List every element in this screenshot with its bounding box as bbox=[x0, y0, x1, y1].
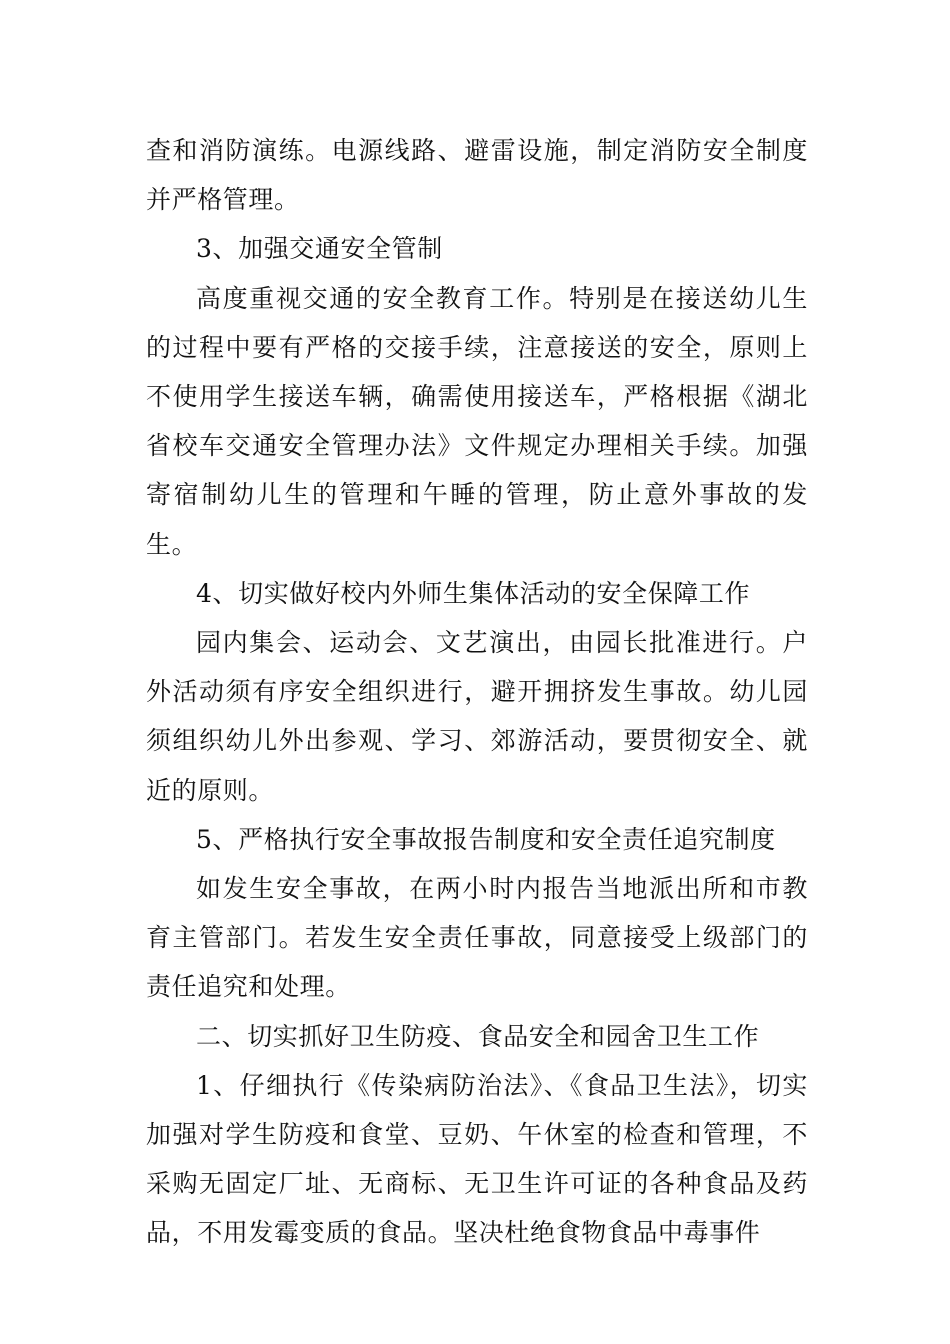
paragraph-continuation: 查和消防演练。电源线路、避雷设施，制定消防安全制度并严格管理。 bbox=[146, 136, 808, 215]
section-heading-hygiene: 二、切实抓好卫生防疫、食品安全和园舍卫生工作 bbox=[196, 1021, 760, 1051]
paragraph-hygiene: 1、仔细执行《传染病防治法》、《食品卫生法》，切实加强对学生防疫和食堂、豆奶、午休室的检查和管理，不采购无固定厂址、无商标、无卫生许可证的各种食品及药品，不用发霉变质的食品。坚决杜绝食物食品中毒事件 bbox=[146, 1070, 808, 1248]
section-heading-group-activities: 4、切实做好校内外师生集体活动的安全保障工作 bbox=[196, 578, 751, 608]
paragraph-traffic-safety: 高度重视交通的安全教育工作。特别是在接送幼儿生的过程中要有严格的交接手续，注意接送的安全，原则上不使用学生接送车辆，确需使用接送车，严格根据《湖北省校车交通安全管理办法》文件规定办理相关手续。加强寄宿制幼儿生的管理和午睡的管理，防止意外事故的发生。 bbox=[146, 283, 808, 559]
section-heading-traffic-safety: 3、加强交通安全管制 bbox=[196, 234, 443, 264]
document-body bbox=[146, 126, 808, 1258]
section-heading-accident-reporting: 5、严格执行安全事故报告制度和安全责任追究制度 bbox=[196, 824, 776, 854]
paragraph-accident-reporting: 如发生安全事故，在两小时内报告当地派出所和市教育主管部门。若发生安全责任事故，同意接受上级部门的责任追究和处理。 bbox=[146, 874, 808, 1002]
paragraph-group-activities: 园内集会、运动会、文艺演出，由园长批准进行。户外活动须有序安全组织进行，避开拥挤发生事故。幼儿园须组织幼儿外出参观、学习、郊游活动，要贯彻安全、就近的原则。 bbox=[146, 628, 808, 805]
